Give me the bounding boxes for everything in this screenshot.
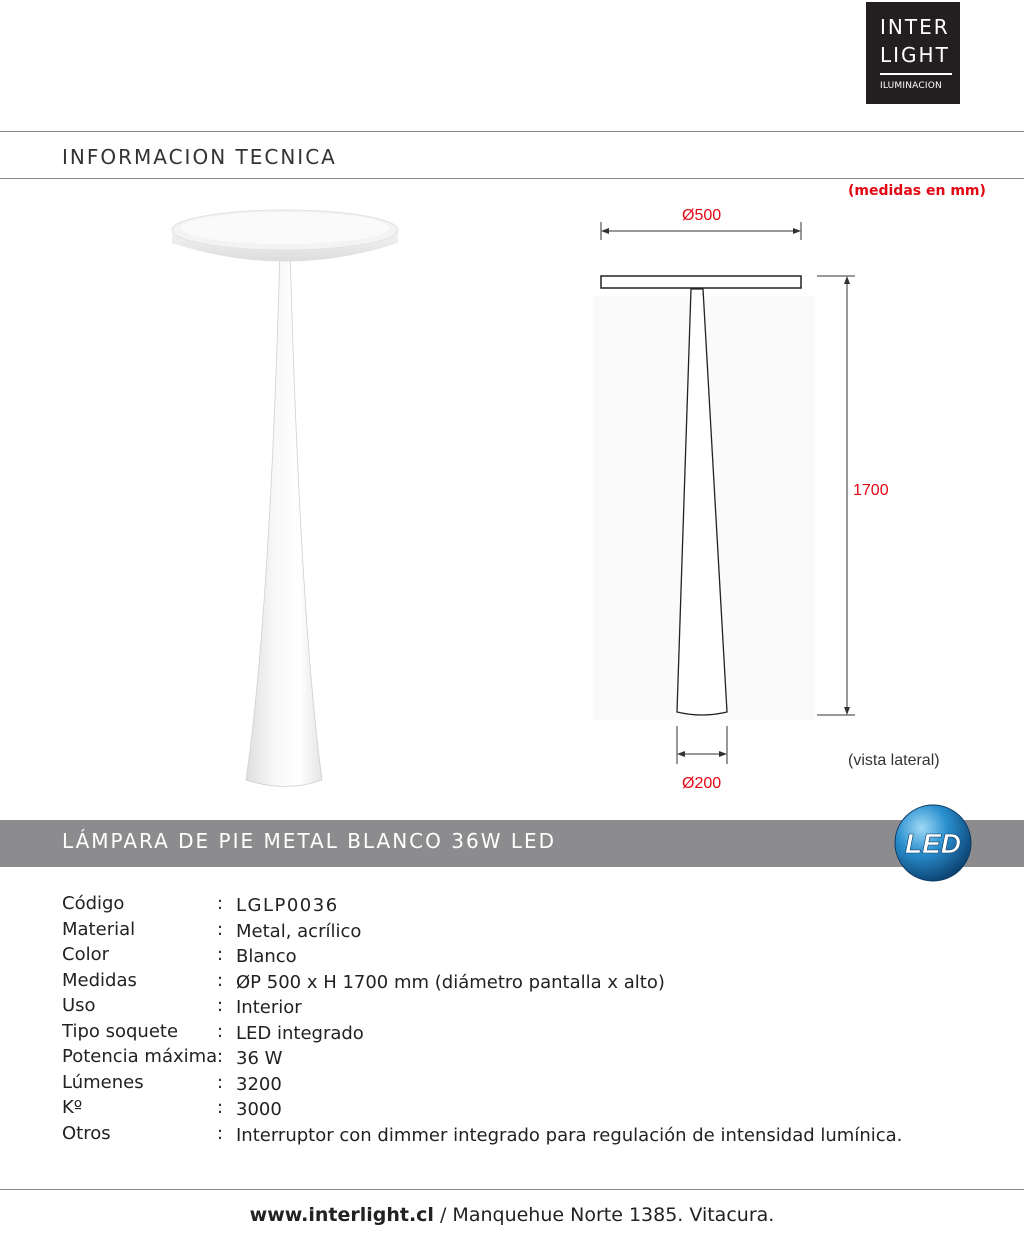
diameter-base-label: Ø200 [682,775,722,792]
brand-logo [866,2,960,104]
spec-label: Medidas [62,969,137,991]
spec-value: Metal, acrílico [236,920,362,942]
diameter-top-label: Ø500 [682,207,722,224]
spec-separator: : [217,995,224,1016]
spec-separator: : [217,1097,224,1118]
spec-value: Blanco [236,946,297,967]
logo-line-2: LIGHT [880,43,950,67]
product-title: LÁMPARA DE PIE METAL BLANCO 36W LED [62,829,557,853]
product-image [160,195,410,805]
divider-footer [0,1189,1024,1190]
spec-value: LED integrado [236,1022,364,1044]
spec-label: Kº [62,1097,83,1118]
logo-line-1: INTER [880,15,950,39]
spec-label: Tipo soquete [62,1020,179,1042]
logo-line-3: ILUMINACION [880,81,942,91]
spec-label: Material [62,918,136,940]
spec-label: Color [62,944,109,965]
footer [0,1204,1024,1226]
spec-label: Uso [62,995,96,1016]
spec-separator: : [217,918,224,940]
divider-top [0,131,1024,132]
spec-separator: : [217,944,224,965]
spec-separator: : [217,1020,224,1042]
led-badge-text: LED [905,828,961,859]
spec-separator: : [217,1122,224,1144]
spec-value: Interior [236,997,302,1018]
spec-value: Interruptor con dimmer integrado para regulación de intensidad lumínica. [236,1124,903,1146]
spec-value: 36 W [236,1048,283,1069]
base-dimension-line [670,726,734,766]
spec-label: Código [62,893,125,914]
spec-label: Otros [62,1122,111,1144]
spec-label: Potencia máxima [62,1046,218,1067]
spec-value: ØP 500 x H 1700 mm (diámetro pantalla x alto) [236,971,665,993]
spec-separator: : [217,969,224,991]
spec-value: 3200 [236,1073,282,1095]
spec-label: Lúmenes [62,1071,144,1093]
spec-separator: : [217,893,224,914]
footer-address: / Manquehue Norte 1385. Vitacura. [433,1204,775,1226]
view-caption: (vista lateral) [848,752,940,769]
led-badge-icon [893,803,973,883]
spec-separator: : [217,1071,224,1093]
logo-rule [880,73,952,75]
spec-separator: : [217,1046,224,1067]
spec-value: LGLP0036 [236,895,339,916]
height-label: 1700 [853,482,889,499]
technical-drawing [585,200,870,720]
section-title: INFORMACION TECNICA [62,145,337,169]
divider-header [0,178,1024,179]
website-link[interactable]: www.interlight.cl [249,1204,434,1226]
spec-value: 3000 [236,1099,282,1120]
units-note: (medidas en mm) [848,183,986,199]
